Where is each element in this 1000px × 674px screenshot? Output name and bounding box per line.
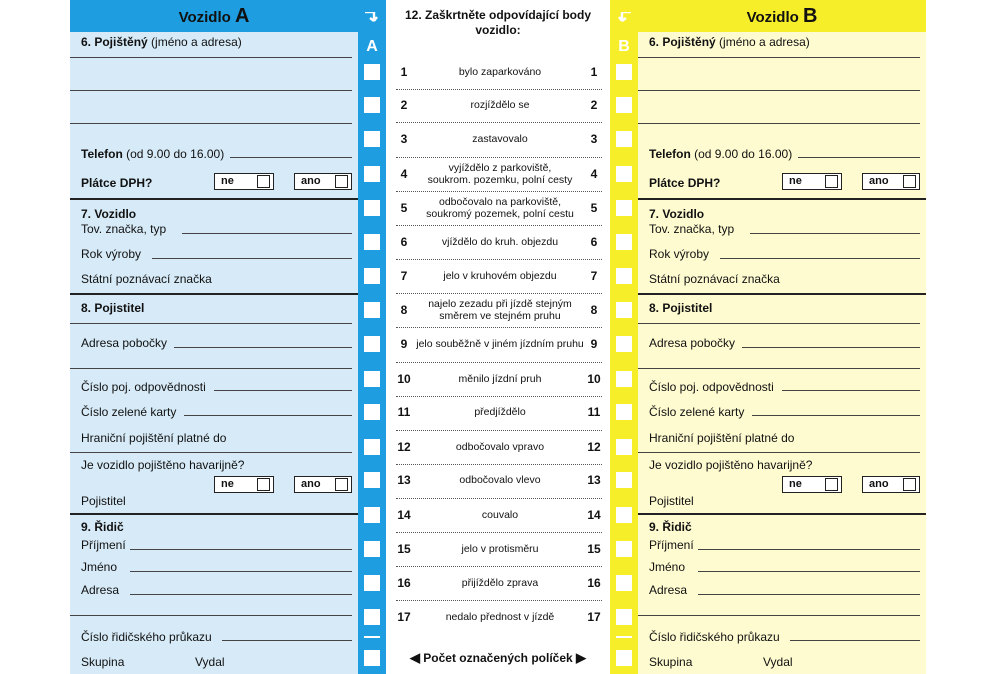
first-name-label: Jméno bbox=[81, 560, 118, 574]
insured-line-2[interactable] bbox=[70, 90, 352, 91]
checkbox-b-12[interactable] bbox=[616, 439, 632, 455]
vat-yes-label: ano bbox=[301, 175, 321, 187]
licence-group-label: Skupina bbox=[81, 655, 125, 669]
casco-yes-option[interactable] bbox=[862, 476, 920, 493]
plate-label: Státní poznávací značka bbox=[81, 272, 212, 286]
casco-no-checkbox[interactable] bbox=[825, 478, 838, 491]
checkbox-a-17[interactable] bbox=[364, 609, 380, 625]
year-field[interactable] bbox=[152, 258, 352, 259]
circumstance-number-a: 7 bbox=[400, 269, 408, 283]
vat-no-option[interactable] bbox=[214, 173, 274, 190]
checkbox-a-6[interactable] bbox=[364, 234, 380, 250]
circumstance-number-b: 15 bbox=[587, 542, 601, 556]
arrow-down-icon bbox=[617, 12, 631, 28]
branch-address-label: Adresa pobočky bbox=[649, 336, 736, 350]
border-insurance-line[interactable] bbox=[638, 452, 920, 453]
insured-label bbox=[649, 35, 810, 49]
circumstance-text-line-1: jelo souběžně v jiném jízdním pruhu bbox=[416, 338, 584, 350]
circumstance-number-b: 17 bbox=[587, 610, 601, 624]
insured-title: 6. Pojištěný bbox=[81, 35, 148, 49]
row-separator bbox=[396, 566, 602, 567]
vat-payer-label: Plátce DPH? bbox=[649, 176, 721, 190]
circumstance-text-line-1: jelo v kruhovém objezdu bbox=[443, 270, 557, 282]
casco-question-label: Je vozidlo pojištěno havarijně? bbox=[649, 458, 813, 472]
insured-line-1[interactable] bbox=[638, 57, 920, 58]
circumstance-text bbox=[416, 338, 584, 350]
circumstance-number-b: 13 bbox=[587, 473, 601, 487]
circumstance-number-b: 12 bbox=[587, 440, 601, 454]
circumstance-number-a: 2 bbox=[400, 98, 408, 112]
section-divider bbox=[70, 513, 358, 515]
first-name-field[interactable] bbox=[130, 571, 352, 572]
licence-number-label: Číslo řidičského průkazu bbox=[649, 630, 780, 644]
circumstance-number-a: 10 bbox=[397, 372, 411, 386]
circumstance-text-line-1: bylo zaparkováno bbox=[458, 66, 542, 78]
circumstance-number-a: 13 bbox=[397, 473, 411, 487]
licence-group-label: Skupina bbox=[649, 655, 693, 669]
licence-number-label: Číslo řidičského průkazu bbox=[81, 630, 212, 644]
licence-issued-by-label: Vydal bbox=[195, 655, 225, 669]
vehicle-b-letter: B bbox=[802, 5, 818, 27]
arrow-left-icon: ◀ bbox=[409, 650, 420, 665]
insured-line-3[interactable] bbox=[70, 123, 352, 124]
insurer-field[interactable] bbox=[638, 323, 920, 324]
insurer-label: Pojistitel bbox=[81, 494, 126, 508]
checkbox-b-10[interactable] bbox=[616, 371, 632, 387]
vat-yes-label: ano bbox=[869, 175, 889, 187]
circumstance-text bbox=[416, 543, 584, 555]
driver-address-line-2[interactable] bbox=[638, 615, 920, 616]
checkbox-a-12[interactable] bbox=[364, 439, 380, 455]
circumstance-text bbox=[416, 133, 584, 145]
circumstances-heading-line-1: 12. Zaškrtněte odpovídající body bbox=[404, 8, 592, 22]
green-card-field[interactable] bbox=[752, 415, 920, 416]
section-divider bbox=[638, 293, 926, 295]
circumstance-text-line-1: předjíždělo bbox=[474, 406, 526, 418]
circumstance-number-b: 2 bbox=[590, 98, 598, 112]
insured-line-2[interactable] bbox=[638, 90, 920, 91]
checkbox-b-13[interactable] bbox=[616, 472, 632, 488]
circumstance-text-line-1: nedalo přednost v jízdě bbox=[445, 611, 555, 623]
circumstance-number-b: 11 bbox=[587, 405, 601, 419]
casco-no-option[interactable] bbox=[214, 476, 274, 493]
vehicle-a-panel bbox=[70, 0, 358, 674]
circumstance-text-line-2: směrem ve stejném pruhu bbox=[439, 310, 561, 322]
vehicle-b-panel bbox=[638, 0, 926, 674]
branch-address-field[interactable] bbox=[174, 347, 352, 348]
green-card-label: Číslo zelené karty bbox=[81, 405, 177, 419]
licence-number-field[interactable] bbox=[222, 640, 352, 641]
checkbox-a-16[interactable] bbox=[364, 575, 380, 591]
row-separator bbox=[396, 225, 602, 226]
circumstance-number-a: 11 bbox=[397, 405, 411, 419]
circumstance-text-line-1: vjíždělo do kruh. objezdu bbox=[441, 236, 559, 248]
checkbox-b-count[interactable] bbox=[616, 650, 632, 666]
casco-yes-checkbox[interactable] bbox=[335, 478, 348, 491]
strip-a-separator bbox=[364, 636, 380, 638]
checkbox-a-7[interactable] bbox=[364, 268, 380, 284]
circumstances-column bbox=[386, 0, 610, 674]
circumstance-number-a: 9 bbox=[400, 337, 408, 351]
circumstance-text bbox=[416, 373, 584, 385]
row-separator bbox=[396, 396, 602, 397]
checkbox-b-15[interactable] bbox=[616, 541, 632, 557]
section-divider bbox=[638, 198, 926, 200]
circumstance-text bbox=[416, 509, 584, 521]
casco-no-option[interactable] bbox=[782, 476, 842, 493]
checkbox-b-17[interactable] bbox=[616, 609, 632, 625]
insured-title: 6. Pojištěný bbox=[649, 35, 716, 49]
row-separator bbox=[396, 293, 602, 294]
green-card-label: Číslo zelené karty bbox=[649, 405, 745, 419]
circumstance-number-a: 17 bbox=[397, 610, 411, 624]
circumstance-number-b: 10 bbox=[587, 372, 601, 386]
circumstance-text-line-1: couvalo bbox=[481, 509, 519, 521]
circumstance-text-line-2: soukromý pozemek, polní cestu bbox=[426, 208, 574, 220]
row-separator bbox=[396, 259, 602, 260]
section-divider bbox=[70, 293, 358, 295]
circumstances-heading bbox=[386, 8, 610, 38]
circumstance-number-b: 8 bbox=[590, 303, 598, 317]
vehicle-a-header bbox=[70, 0, 358, 32]
row-separator bbox=[396, 498, 602, 499]
phone-field[interactable] bbox=[798, 157, 920, 158]
licence-issued-by-label: Vydal bbox=[763, 655, 793, 669]
checkbox-a-13[interactable] bbox=[364, 472, 380, 488]
surname-label: Příjmení bbox=[649, 538, 694, 552]
driver-address-field[interactable] bbox=[698, 594, 920, 595]
branch-address-line-2[interactable] bbox=[638, 368, 920, 369]
row-separator bbox=[396, 430, 602, 431]
surname-label: Příjmení bbox=[81, 538, 126, 552]
phone-field[interactable] bbox=[230, 157, 352, 158]
circumstance-number-a: 3 bbox=[400, 132, 408, 146]
licence-number-field[interactable] bbox=[790, 640, 920, 641]
circumstance-number-b: 6 bbox=[590, 235, 598, 249]
checkbox-b-1[interactable] bbox=[616, 64, 632, 80]
make-type-field[interactable] bbox=[750, 233, 920, 234]
circumstance-text bbox=[416, 66, 584, 78]
driver-section-title: 9. Řidič bbox=[649, 520, 692, 534]
circumstance-number-b: 5 bbox=[590, 201, 598, 215]
checkbox-a-5[interactable] bbox=[364, 200, 380, 216]
circumstance-text bbox=[416, 474, 584, 486]
vehicle-a-checkbox-strip bbox=[358, 0, 386, 674]
circumstance-number-a: 14 bbox=[397, 508, 411, 522]
checkbox-b-2[interactable] bbox=[616, 97, 632, 113]
checkbox-a-15[interactable] bbox=[364, 541, 380, 557]
casco-yes-label: ano bbox=[869, 478, 889, 490]
plate-label: Státní poznávací značka bbox=[649, 272, 780, 286]
marked-boxes-count-label: Počet označených políček bbox=[423, 651, 573, 665]
circumstance-text bbox=[416, 99, 584, 111]
phone-subtitle: (od 9.00 do 16.00) bbox=[126, 147, 225, 161]
row-separator bbox=[396, 600, 602, 601]
circumstance-text-line-1: odbočovalo vlevo bbox=[459, 474, 541, 486]
driver-address-label: Adresa bbox=[81, 583, 120, 597]
circumstance-number-b: 3 bbox=[590, 132, 598, 146]
vat-yes-option[interactable] bbox=[862, 173, 920, 190]
vat-no-checkbox[interactable] bbox=[257, 175, 270, 188]
checkbox-a-14[interactable] bbox=[364, 507, 380, 523]
vehicle-section-title: 7. Vozidlo bbox=[81, 207, 137, 221]
first-name-field[interactable] bbox=[698, 571, 920, 572]
circumstances-heading-line-2: vozidlo: bbox=[475, 23, 521, 37]
circumstance-text-line-2: soukrom. pozemku, polní cesty bbox=[427, 174, 573, 186]
make-type-field[interactable] bbox=[182, 233, 352, 234]
circumstance-number-b: 1 bbox=[590, 65, 598, 79]
vat-no-label: ne bbox=[789, 175, 802, 187]
circumstance-text-line-1: jelo v protisměru bbox=[461, 543, 539, 555]
marked-boxes-count-row bbox=[386, 650, 610, 666]
phone-subtitle: (od 9.00 do 16.00) bbox=[694, 147, 793, 161]
checkbox-a-9[interactable] bbox=[364, 336, 380, 352]
phone-label bbox=[81, 147, 224, 161]
branch-address-line-2[interactable] bbox=[70, 368, 352, 369]
circumstance-text bbox=[416, 611, 584, 623]
casco-question-label: Je vozidlo pojištěno havarijně? bbox=[81, 458, 245, 472]
checkbox-b-16[interactable] bbox=[616, 575, 632, 591]
make-type-label: Tov. značka, typ bbox=[81, 222, 167, 236]
border-insurance-label: Hraniční pojištění platné do bbox=[649, 431, 795, 445]
section-divider bbox=[638, 513, 926, 515]
circumstance-number-a: 6 bbox=[400, 235, 408, 249]
checkbox-b-5[interactable] bbox=[616, 200, 632, 216]
circumstance-text bbox=[416, 270, 584, 282]
circumstance-number-a: 1 bbox=[400, 65, 408, 79]
circumstance-text-line-1: vyjíždělo z parkoviště, bbox=[448, 162, 552, 174]
green-card-field[interactable] bbox=[184, 415, 352, 416]
insured-line-3[interactable] bbox=[638, 123, 920, 124]
checkbox-b-8[interactable] bbox=[616, 302, 632, 318]
circumstance-number-b: 7 bbox=[590, 269, 598, 283]
checkbox-a-1[interactable] bbox=[364, 64, 380, 80]
circumstance-text bbox=[416, 298, 584, 322]
vat-no-option[interactable] bbox=[782, 173, 842, 190]
circumstance-text-line-1: odbočovalo vpravo bbox=[455, 441, 545, 453]
strip-b-letter: B bbox=[618, 38, 630, 55]
row-separator bbox=[396, 122, 602, 123]
policy-number-field[interactable] bbox=[214, 390, 352, 391]
circumstance-text bbox=[416, 196, 584, 220]
insured-line-1[interactable] bbox=[70, 57, 352, 58]
circumstance-text bbox=[416, 577, 584, 589]
circumstance-number-a: 12 bbox=[397, 440, 411, 454]
vat-yes-checkbox[interactable] bbox=[903, 175, 916, 188]
insurer-section-title: 8. Pojistitel bbox=[649, 301, 713, 315]
insured-label bbox=[81, 35, 242, 49]
policy-number-label: Číslo poj. odpovědnosti bbox=[649, 380, 774, 394]
casco-no-label: ne bbox=[221, 478, 234, 490]
phone-label bbox=[649, 147, 792, 161]
circumstance-text bbox=[416, 441, 584, 453]
casco-no-checkbox[interactable] bbox=[257, 478, 270, 491]
checkbox-b-6[interactable] bbox=[616, 234, 632, 250]
driver-address-label: Adresa bbox=[649, 583, 688, 597]
make-type-label: Tov. značka, typ bbox=[649, 222, 735, 236]
policy-number-label: Číslo poj. odpovědnosti bbox=[81, 380, 206, 394]
casco-no-label: ne bbox=[789, 478, 802, 490]
row-separator bbox=[396, 532, 602, 533]
insured-subtitle: (jméno a adresa) bbox=[151, 35, 242, 49]
checkbox-b-3[interactable] bbox=[616, 131, 632, 147]
year-field[interactable] bbox=[720, 258, 920, 259]
checkbox-a-count[interactable] bbox=[364, 650, 380, 666]
circumstance-text-line-1: měnilo jízdní pruh bbox=[458, 373, 542, 385]
phone-title: Telefon bbox=[81, 147, 123, 161]
strip-b-separator bbox=[616, 636, 632, 638]
row-separator bbox=[396, 464, 602, 465]
insurer-field[interactable] bbox=[70, 323, 352, 324]
vat-yes-option[interactable] bbox=[294, 173, 352, 190]
year-label: Rok výroby bbox=[81, 247, 142, 261]
arrow-right-icon: ▶ bbox=[576, 650, 587, 665]
circumstance-number-b: 16 bbox=[587, 576, 601, 590]
casco-yes-option[interactable] bbox=[294, 476, 352, 493]
circumstance-text-line-1: najelo zezadu při jízdě stejným bbox=[428, 298, 572, 310]
circumstance-number-a: 8 bbox=[400, 303, 408, 317]
phone-title: Telefon bbox=[649, 147, 691, 161]
vat-payer-label: Plátce DPH? bbox=[81, 176, 153, 190]
checkbox-a-10[interactable] bbox=[364, 371, 380, 387]
checkbox-a-3[interactable] bbox=[364, 131, 380, 147]
driver-address-field[interactable] bbox=[130, 594, 352, 595]
border-insurance-line[interactable] bbox=[70, 452, 352, 453]
vehicle-b-title: Vozidlo bbox=[746, 9, 799, 26]
circumstance-text-line-1: zastavovalo bbox=[472, 133, 528, 145]
policy-number-field[interactable] bbox=[782, 390, 920, 391]
circumstance-number-a: 5 bbox=[400, 201, 408, 215]
circumstance-number-b: 9 bbox=[590, 337, 598, 351]
checkbox-b-9[interactable] bbox=[616, 336, 632, 352]
circumstance-text-line-1: rozjíždělo se bbox=[470, 99, 530, 111]
insured-subtitle: (jméno a adresa) bbox=[719, 35, 810, 49]
casco-yes-checkbox[interactable] bbox=[903, 478, 916, 491]
circumstance-text-line-1: přijíždělo zprava bbox=[461, 577, 539, 589]
section-divider bbox=[70, 198, 358, 200]
vehicle-b-checkbox-strip bbox=[610, 0, 638, 674]
vehicle-b-header bbox=[638, 0, 926, 32]
arrow-down-icon bbox=[365, 12, 379, 28]
checkbox-b-14[interactable] bbox=[616, 507, 632, 523]
circumstance-number-a: 4 bbox=[400, 167, 408, 181]
insurer-section-title: 8. Pojistitel bbox=[81, 301, 145, 315]
strip-a-letter: A bbox=[366, 38, 378, 55]
vat-yes-checkbox[interactable] bbox=[335, 175, 348, 188]
vat-no-label: ne bbox=[221, 175, 234, 187]
circumstance-number-b: 14 bbox=[587, 508, 601, 522]
checkbox-a-11[interactable] bbox=[364, 404, 380, 420]
row-separator bbox=[396, 89, 602, 90]
driver-section-title: 9. Řidič bbox=[81, 520, 124, 534]
circumstance-text bbox=[416, 406, 584, 418]
circumstance-text bbox=[416, 236, 584, 248]
insurer-label: Pojistitel bbox=[649, 494, 694, 508]
row-separator bbox=[396, 362, 602, 363]
circumstance-number-a: 15 bbox=[397, 542, 411, 556]
casco-yes-label: ano bbox=[301, 478, 321, 490]
vehicle-section-title: 7. Vozidlo bbox=[649, 207, 705, 221]
vehicle-a-title: Vozidlo bbox=[178, 9, 231, 26]
checkbox-b-4[interactable] bbox=[616, 166, 632, 182]
branch-address-label: Adresa pobočky bbox=[81, 336, 168, 350]
vehicle-a-letter: A bbox=[234, 5, 250, 27]
row-separator bbox=[396, 327, 602, 328]
checkbox-b-11[interactable] bbox=[616, 404, 632, 420]
surname-field[interactable] bbox=[698, 549, 920, 550]
checkbox-a-2[interactable] bbox=[364, 97, 380, 113]
vat-no-checkbox[interactable] bbox=[825, 175, 838, 188]
row-separator bbox=[396, 191, 602, 192]
row-separator bbox=[396, 157, 602, 158]
branch-address-field[interactable] bbox=[742, 347, 920, 348]
first-name-label: Jméno bbox=[649, 560, 686, 574]
circumstance-text-line-1: odbočovalo na parkoviště, bbox=[439, 196, 561, 208]
checkbox-b-7[interactable] bbox=[616, 268, 632, 284]
checkbox-a-4[interactable] bbox=[364, 166, 380, 182]
circumstance-number-a: 16 bbox=[397, 576, 411, 590]
circumstance-number-b: 4 bbox=[590, 167, 598, 181]
driver-address-line-2[interactable] bbox=[70, 615, 352, 616]
surname-field[interactable] bbox=[130, 549, 352, 550]
border-insurance-label: Hraniční pojištění platné do bbox=[81, 431, 227, 445]
checkbox-a-8[interactable] bbox=[364, 302, 380, 318]
circumstance-text bbox=[416, 162, 584, 186]
year-label: Rok výroby bbox=[649, 247, 710, 261]
